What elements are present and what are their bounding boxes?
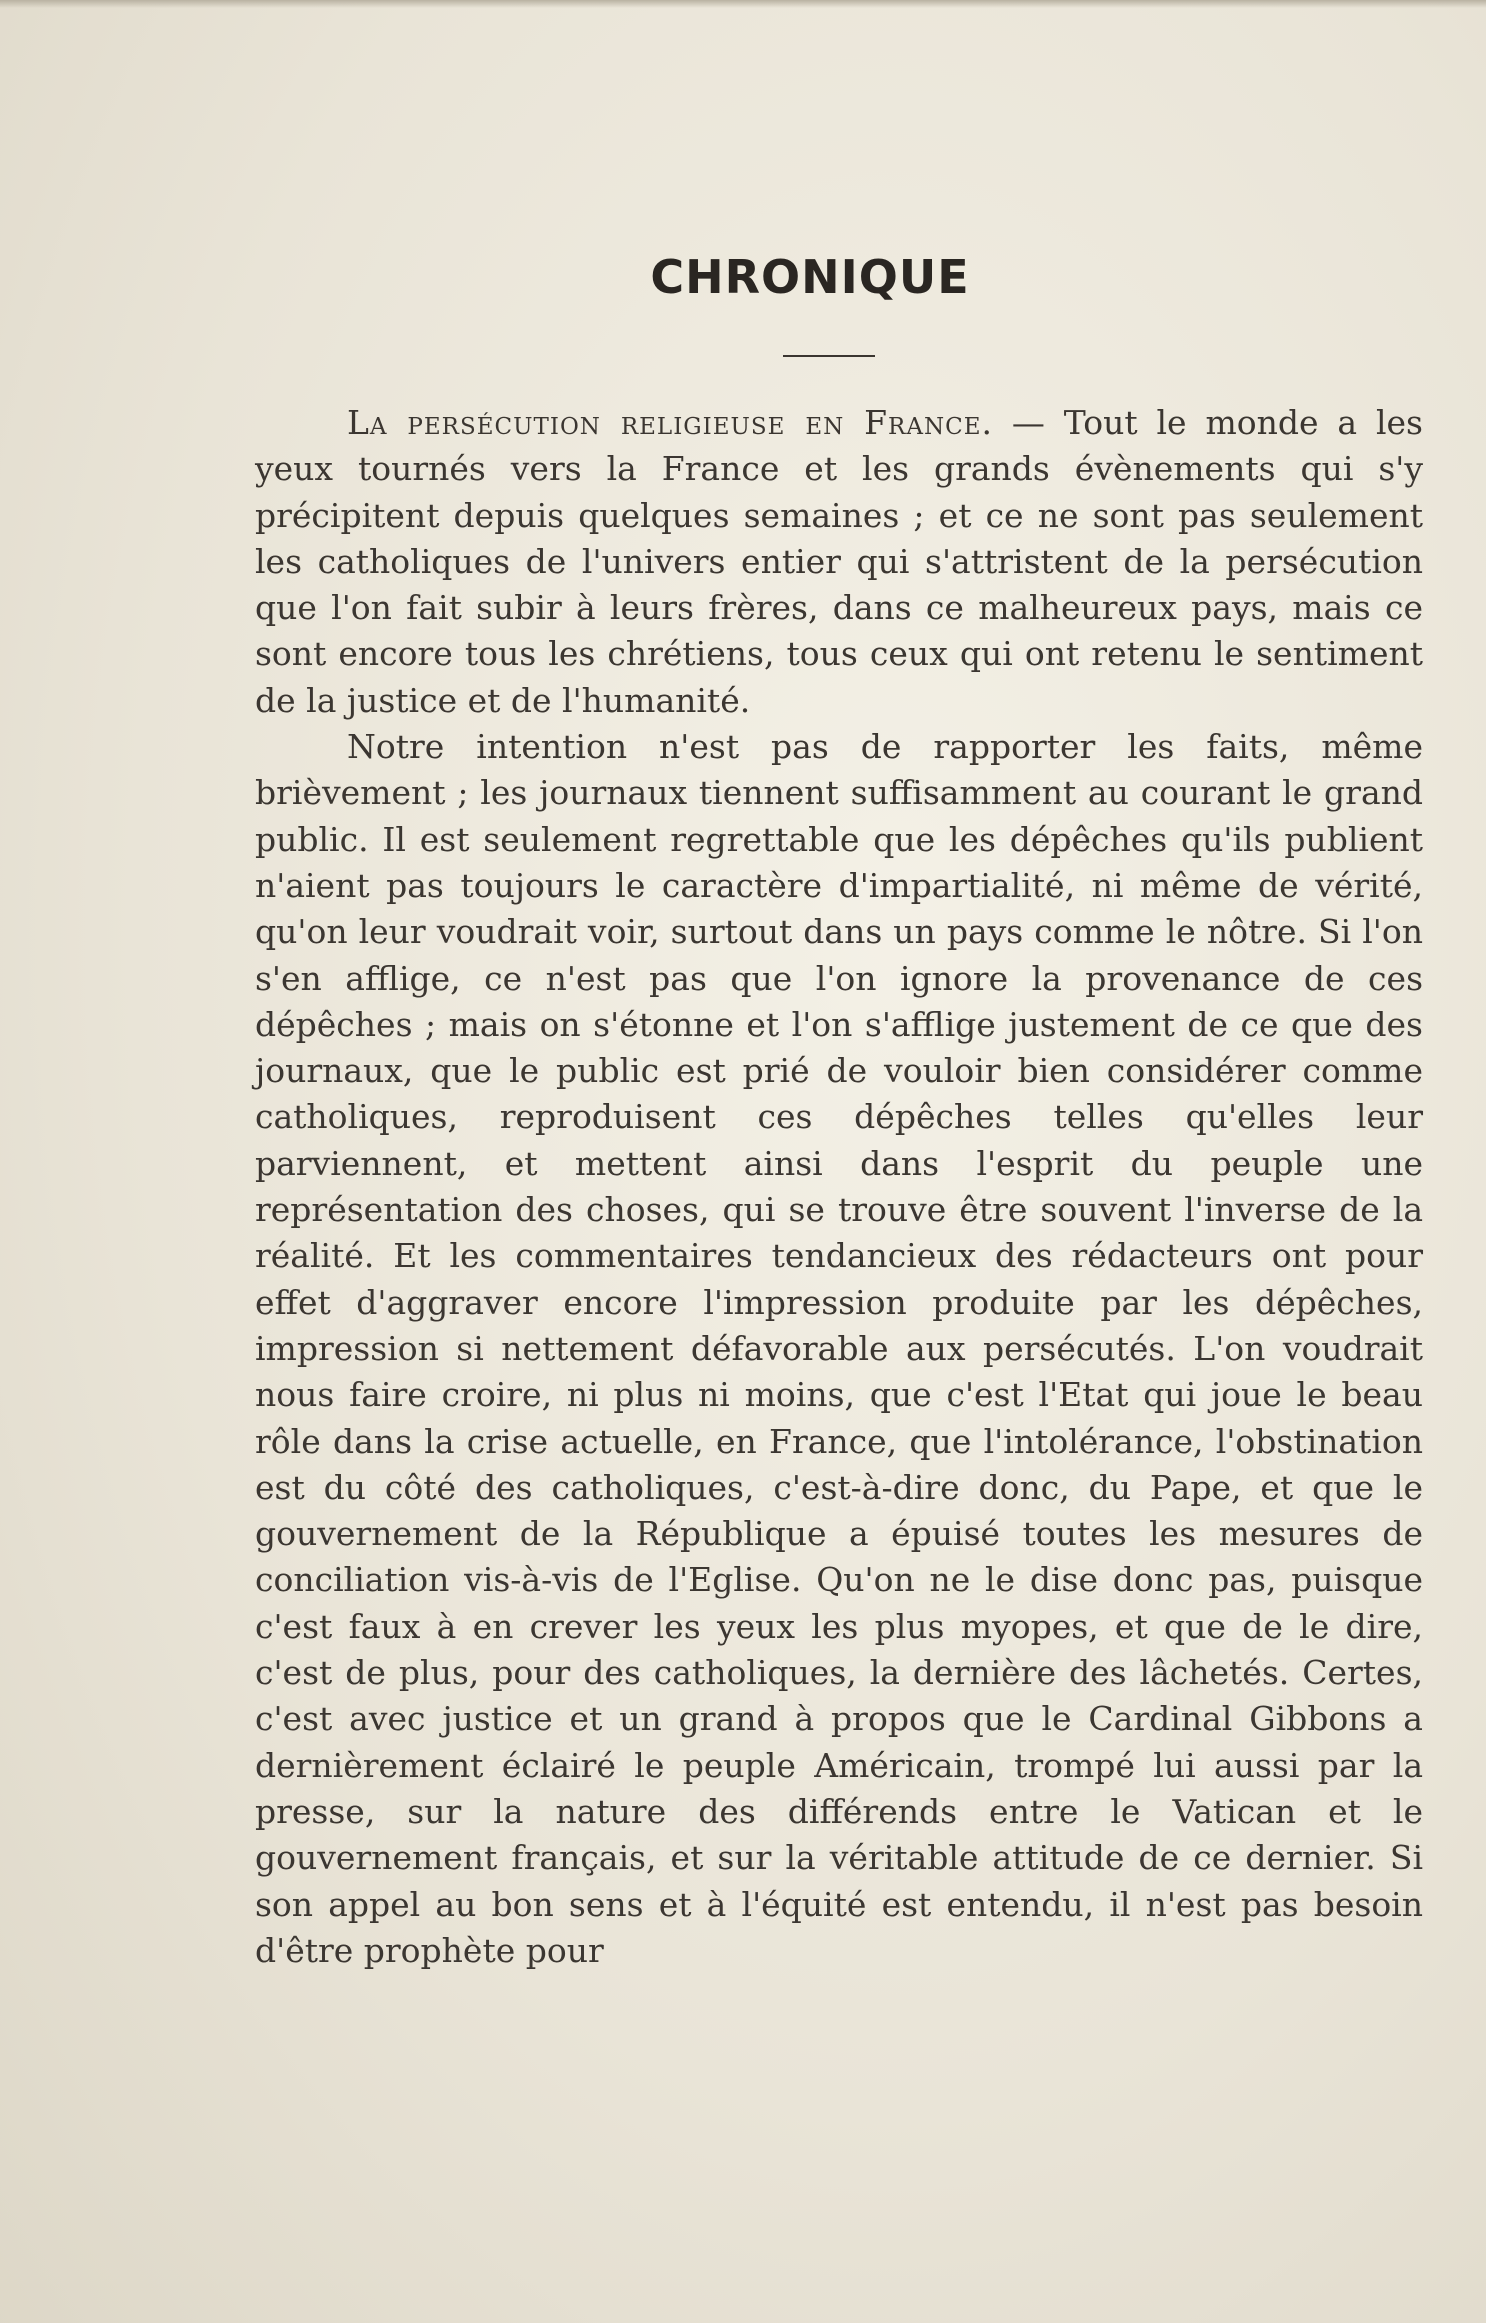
paragraph-1-text: — Tout le monde a les yeux tournés vers la France et les grands évènements qui s'y précipitent depuis quelques semaines ; et ce ne sont pas seulement les catholiques de l'univers entier qui s'attristent de la persécution que l'on fait subir à leurs frères, dans ce malheureux pays, mais ce sont encore tous les chrétiens, tous ceux qui ont retenu le sentiment de la justice et de l'humanité. xyxy=(255,403,1423,720)
page-top-edge xyxy=(0,0,1486,8)
paragraph-2: Notre intention n'est pas de rapporter les faits, même brièvement ; les journaux tiennent suffisamment au courant le grand public. Il est seulement regrettable que les dépêches qu'ils publient n'aient pas toujours le caractère d'impartialité, ni même de vérité, qu'on leur voudrait voir, surtout dans un pays comme le nôtre. Si l'on s'en afflige, ce n'est pas que l'on ignore la provenance de ces dépêches ; mais on s'étonne et l'on s'afflige justement de ce que des journaux, que le public est prié de vouloir bien considérer comme catholiques, reproduisent ces dépêches telles qu'elles leur parviennent, et mettent ainsi dans l'esprit du peuple une représentation des choses, qui se trouve être souvent l'inverse de la réalité. Et les commentaires tendancieux des rédacteurs ont pour effet d'aggraver encore l'impression produite par les dépêches, impression si nettement défavorable aux persécutés. L'on voudrait nous faire croire, ni plus ni moins, que c'est l'Etat qui joue le beau rôle dans la crise actuelle, en France, que l'intolérance, l'obstination est du côté des catholiques, c'est-à-dire donc, du Pape, et que le gouvernement de la République a épuisé toutes les mesures de conciliation vis-à-vis de l'Eglise. Qu'on ne le dise donc pas, puisque c'est faux à en crever les yeux les plus myopes, et que de le dire, c'est de plus, pour des catholiques, la dernière des lâchetés. Certes, c'est avec justice et un grand à propos que le Cardinal Gibbons a dernièrement éclairé le peuple Américain, trompé lui aussi par la presse, sur la nature des différends entre le Vatican et le gouvernement français, et sur la véritable attitude de ce dernier. Si son appel au bon sens et à l'équité est entendu, il n'est pas besoin d'être prophète pour xyxy=(255,727,1423,1970)
title-divider xyxy=(783,355,875,357)
section-heading: La persécution religieuse en France. xyxy=(347,403,993,442)
page-title: CHRONIQUE xyxy=(650,250,970,304)
article-body xyxy=(255,400,1423,1974)
paragraph-1 xyxy=(255,400,1423,724)
